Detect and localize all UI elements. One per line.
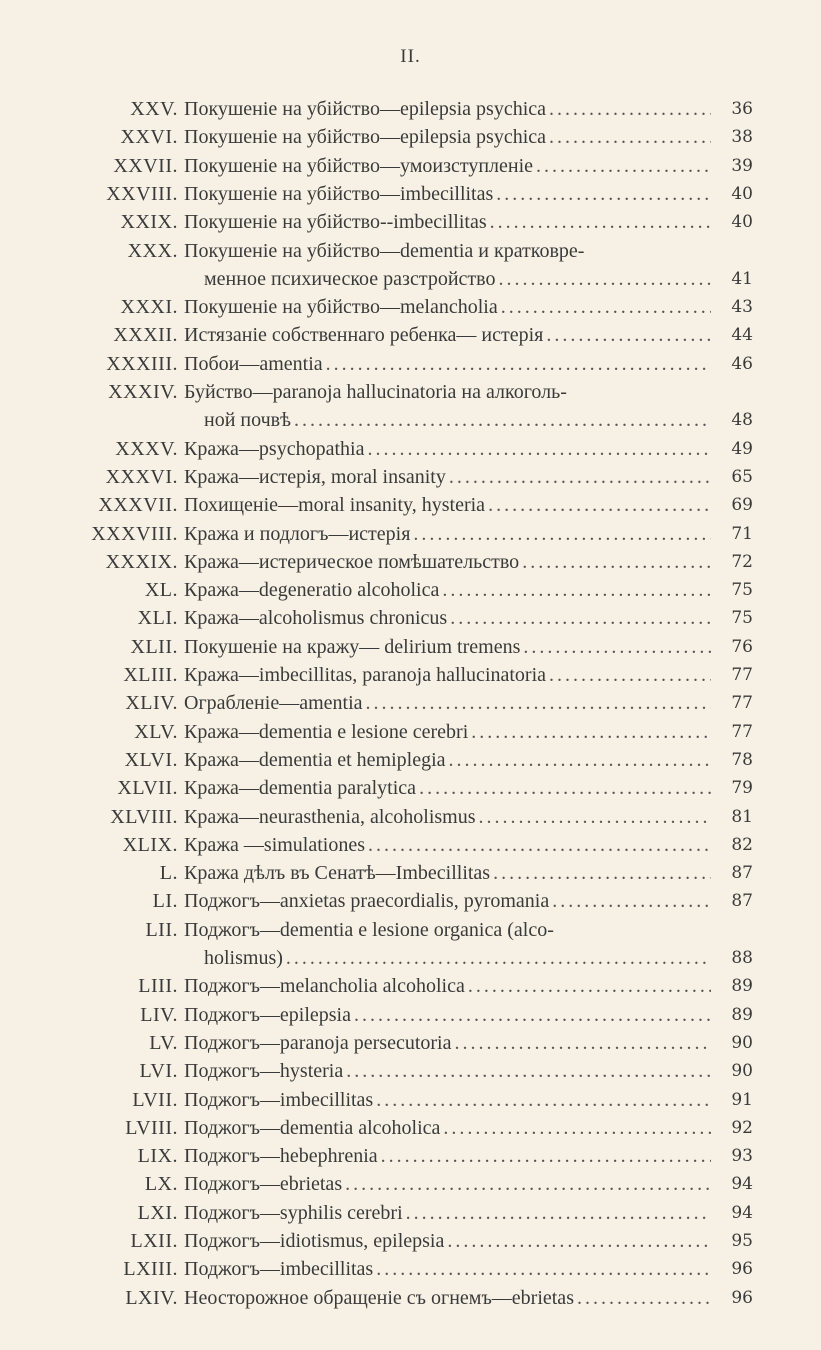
entry-title: Ограбленіе—amentia <box>184 692 363 715</box>
toc-entry <box>0 208 821 236</box>
toc-entry <box>0 1086 821 1114</box>
entry-title: ной почвѣ <box>204 409 291 432</box>
entry-title: Поджогъ—hysteria <box>184 1060 344 1083</box>
entry-page-number: 87 <box>731 891 753 912</box>
toc-entry <box>0 1284 821 1312</box>
entry-number: XXXIV. <box>108 381 178 403</box>
toc-entry <box>0 576 821 604</box>
dot-leader <box>536 152 711 180</box>
toc-entry <box>0 604 821 632</box>
entry-page-number: 88 <box>731 947 753 968</box>
page-number: II. <box>400 46 421 67</box>
dot-leader <box>549 123 711 151</box>
entry-number: LX. <box>144 1173 178 1196</box>
entry-number: XLI. <box>137 607 178 630</box>
entry-number: XLIV. <box>125 692 178 715</box>
entry-page-number: 40 <box>731 212 753 233</box>
dot-leader <box>577 1284 711 1312</box>
entry-number: XXXV. <box>115 437 178 460</box>
toc-entry <box>0 463 821 491</box>
toc-entry <box>0 1057 821 1085</box>
dot-leader <box>346 1057 711 1085</box>
entry-number: XXVI. <box>120 126 178 149</box>
entry-number: XL. <box>144 579 178 602</box>
dot-leader <box>286 944 711 972</box>
toc-entry <box>0 321 821 349</box>
entry-title: Побои—amentia <box>184 352 323 375</box>
entry-title: Кража—истерическое помѣшательство <box>184 550 520 573</box>
entry-title: Кража и подлогъ—истерія <box>184 522 411 545</box>
toc-entry <box>0 972 821 1000</box>
dot-leader <box>406 1199 711 1227</box>
entry-number: LIX. <box>137 1145 178 1168</box>
entry-page-number: 39 <box>731 155 753 176</box>
entry-title: Кража—psychopathia <box>184 437 365 460</box>
entry-page-number: 77 <box>731 665 753 685</box>
toc-entry <box>0 1114 821 1142</box>
entry-page-number: 69 <box>731 495 753 516</box>
toc-entry <box>0 1227 821 1255</box>
toc-entry <box>0 1199 821 1227</box>
dot-leader <box>523 633 711 661</box>
entry-number: XLII. <box>130 635 178 658</box>
entry-number: XXVIII. <box>106 182 178 205</box>
toc-entry <box>0 293 821 321</box>
dot-leader <box>546 321 711 349</box>
entry-page-number: 77 <box>731 693 753 714</box>
entry-page-number: 90 <box>731 1061 753 1082</box>
entry-page-number: 77 <box>731 721 753 742</box>
entry-title: Покушеніе на кражу— delirium tremens <box>184 635 521 658</box>
toc-entry <box>0 1142 821 1170</box>
dot-leader <box>498 265 711 293</box>
toc-entry <box>0 887 821 915</box>
entry-title: Поджогъ—anxietas praecordialis, pyromania <box>184 890 550 913</box>
dot-leader <box>479 803 711 831</box>
toc-entry <box>0 152 821 180</box>
dot-leader <box>488 491 711 519</box>
entry-page-number: 75 <box>731 580 753 601</box>
entry-title: Кража—alcoholismus chronicus <box>184 607 448 630</box>
entry-number: XLV. <box>134 720 178 743</box>
toc-entry <box>0 95 821 123</box>
toc-entry <box>0 350 821 378</box>
entry-page-number: 48 <box>731 410 753 431</box>
entry-page-number: 41 <box>731 268 753 289</box>
entry-title: Кража—neurasthenia, alcoholismus <box>184 805 476 828</box>
entry-page-number: 91 <box>731 1089 753 1110</box>
entry-page-number: 90 <box>731 1032 753 1053</box>
entry-number: XXXIX. <box>105 550 178 573</box>
dot-leader <box>447 1227 711 1255</box>
entry-number: LXIII. <box>123 1258 178 1281</box>
dot-leader <box>326 350 711 378</box>
toc-entry <box>0 180 821 208</box>
entry-page-number: 46 <box>731 353 753 374</box>
entry-page-number: 96 <box>731 1287 753 1308</box>
entry-number: XXXVII. <box>98 494 178 517</box>
entry-page-number: 96 <box>731 1259 753 1280</box>
dot-leader <box>376 1255 711 1283</box>
entry-title: Поджогъ—paranoja persecutoria <box>184 1031 452 1054</box>
dot-leader <box>450 604 711 632</box>
dot-leader <box>366 689 712 717</box>
entry-title: Покушеніе на убійство—dementia и кратковре- <box>184 239 585 262</box>
entry-title: Буйство—paranoja hallucinatoria на алкоголь- <box>184 381 567 403</box>
entry-number: LIII. <box>138 975 178 998</box>
dot-leader <box>367 435 711 463</box>
toc-entry <box>0 491 821 519</box>
entry-page-number: 87 <box>731 863 753 884</box>
entry-number: LVI. <box>139 1060 178 1083</box>
dot-leader <box>501 293 711 321</box>
dot-leader <box>381 1142 711 1170</box>
toc-entry <box>0 123 821 151</box>
toc-entry <box>0 689 821 717</box>
toc-entry <box>0 831 821 859</box>
entry-title: Поджогъ—dementia e lesione organica (alco- <box>184 918 554 941</box>
entry-number: LXII. <box>130 1230 178 1252</box>
entry-number: LII. <box>145 918 178 941</box>
toc-entry <box>0 916 821 973</box>
dot-leader <box>294 406 711 434</box>
entry-page-number: 71 <box>731 523 753 544</box>
entry-title: holismus) <box>204 946 283 969</box>
dot-leader <box>449 746 711 774</box>
toc-entry <box>0 746 821 774</box>
entry-title: Похищеніе—moral insanity, hysteria <box>184 494 486 517</box>
toc-entry <box>0 661 821 689</box>
entry-title: Поджогъ—melancholia alcoholica <box>184 975 465 998</box>
entry-number: XXV. <box>130 98 178 120</box>
toc-entry <box>0 548 821 576</box>
entry-title: Поджогъ—syphilis cerebri <box>184 1201 403 1224</box>
entry-page-number: 75 <box>731 608 753 629</box>
entry-page-number: 40 <box>731 183 753 204</box>
entry-number: XLVIII. <box>110 805 178 828</box>
dot-leader <box>549 95 711 123</box>
entry-title: Покушеніе на убійство--imbecillitas <box>184 211 487 234</box>
entry-title: Поджогъ—ebrietas <box>184 1173 343 1196</box>
entry-page-number: 43 <box>731 297 753 318</box>
entry-number: XXIX. <box>120 211 178 234</box>
entry-title: Поджогъ—idiotismus, epilepsia <box>184 1230 445 1252</box>
toc-entry <box>0 1029 821 1057</box>
toc-entry <box>0 378 821 435</box>
entry-number: LI. <box>152 890 178 913</box>
entry-title: Кража—imbecillitas, paranoja hallucinatoria <box>184 664 547 686</box>
entry-number: XLVI. <box>124 748 178 771</box>
entry-number: XLIII. <box>123 664 178 686</box>
entry-title: Кража—dementia paralytica <box>184 777 417 800</box>
entry-page-number: 94 <box>731 1202 753 1223</box>
entry-page-number: 81 <box>731 806 753 827</box>
entry-title: Поджогъ—hebephrenia <box>184 1145 378 1168</box>
entry-title: Поджогъ—imbecillitas <box>184 1258 374 1281</box>
entry-title: Покушеніе на убійство—melancholia <box>184 296 498 319</box>
entry-title: Кража дѣлъ въ Сенатѣ—Imbecillitas <box>184 862 491 885</box>
toc-entry <box>0 1170 821 1198</box>
entry-page-number: 93 <box>731 1146 753 1167</box>
entry-number: LV. <box>149 1031 178 1054</box>
toc-entry <box>0 718 821 746</box>
entry-title: Кража—истерія, moral insanity <box>184 465 446 488</box>
entry-number: L. <box>159 862 178 885</box>
dot-leader <box>522 548 711 576</box>
entry-number: LXIV. <box>125 1286 178 1309</box>
dot-leader <box>413 520 711 548</box>
dot-leader <box>490 208 711 236</box>
dot-leader <box>345 1170 711 1198</box>
toc-entry <box>0 803 821 831</box>
entry-title: Поджогъ—imbecillitas <box>184 1088 374 1111</box>
entry-title: Кража—dementia et hemiplegia <box>184 748 446 771</box>
dot-leader <box>443 1114 711 1142</box>
entry-number: XXXIII. <box>106 352 178 375</box>
entry-number: XXXVI. <box>105 465 178 488</box>
entry-number: XXXVIII. <box>91 522 178 545</box>
toc-entry <box>0 237 821 294</box>
toc-entry <box>0 1001 821 1029</box>
entry-title: Покушеніе на убійство—epilepsia psychica <box>184 98 547 120</box>
entry-page-number: 94 <box>731 1174 753 1195</box>
entry-number: XLIX. <box>122 833 178 856</box>
dot-leader <box>471 718 711 746</box>
dot-leader <box>354 1001 711 1029</box>
entry-page-number: 79 <box>731 778 753 799</box>
entry-page-number: 72 <box>731 551 753 572</box>
toc-entry <box>0 435 821 463</box>
entry-number: XXXII. <box>113 324 178 347</box>
entry-page-number: 76 <box>731 636 753 657</box>
dot-leader <box>449 463 711 491</box>
dot-leader <box>552 887 711 915</box>
dot-leader <box>376 1086 711 1114</box>
entry-page-number: 89 <box>731 976 753 997</box>
toc-entry <box>0 859 821 887</box>
entry-title: Покушеніе на убійство—epilepsia psychica <box>184 126 547 149</box>
entry-title: Поджогъ—epilepsia <box>184 1003 351 1026</box>
entry-number: LVII. <box>132 1088 178 1111</box>
entry-title: Поджогъ—dementia alcoholica <box>184 1116 441 1139</box>
entry-page-number: 49 <box>731 438 753 459</box>
entry-page-number: 89 <box>731 1004 753 1025</box>
entry-page-number: 44 <box>731 325 753 346</box>
toc-entry <box>0 774 821 802</box>
entry-title: Кража—degeneratio alcoholica <box>184 579 440 602</box>
entry-number: LVIII. <box>125 1116 178 1139</box>
entry-page-number: 82 <box>731 834 753 855</box>
entry-number: LIV. <box>140 1003 178 1026</box>
entry-page-number: 36 <box>731 99 753 119</box>
entry-title: Кража —simulationes <box>184 833 366 856</box>
entry-title: Покушеніе на убійство—imbecillitas <box>184 182 494 205</box>
entry-page-number: 38 <box>731 127 753 148</box>
entry-number: XXX. <box>127 239 178 262</box>
dot-leader <box>493 859 711 887</box>
toc-entry <box>0 633 821 661</box>
dot-leader <box>496 180 711 208</box>
entry-title: Неосторожное обращеніе съ огнемъ—ebrietas <box>184 1286 574 1309</box>
entry-title: менное психическое разстройство <box>204 267 496 290</box>
entry-page-number: 78 <box>731 749 753 770</box>
entry-title: Истязаніе собственнаго ребенка— истерія <box>184 324 544 347</box>
entry-page-number: 95 <box>731 1231 753 1251</box>
toc-entry <box>0 1255 821 1283</box>
entry-title: Покушеніе на убійство—умоизступленіе <box>184 154 534 177</box>
entry-number: LXI. <box>137 1201 178 1224</box>
dot-leader <box>549 661 711 689</box>
entry-page-number: 92 <box>731 1117 753 1138</box>
entry-number: XXXI. <box>120 296 178 319</box>
dot-leader <box>454 1029 711 1057</box>
entry-page-number: 65 <box>731 466 753 487</box>
entry-number: XLVII. <box>117 777 178 800</box>
dot-leader <box>442 576 711 604</box>
entry-number: XXVII. <box>113 154 178 177</box>
dot-leader <box>468 972 711 1000</box>
dot-leader <box>419 774 711 802</box>
entry-title: Кража—dementia e lesione cerebri <box>184 720 469 743</box>
dot-leader <box>368 831 711 859</box>
toc-entry <box>0 520 821 548</box>
